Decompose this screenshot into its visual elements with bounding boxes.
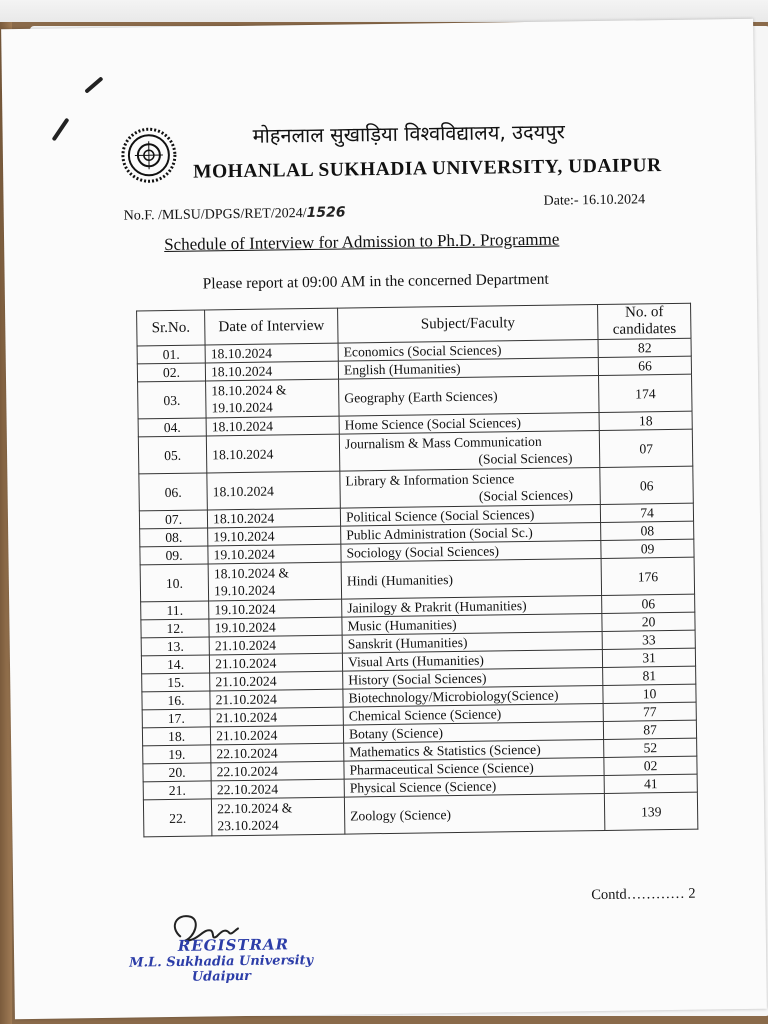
subject-faculty-line: (Social Sciences) bbox=[478, 450, 573, 467]
document-page bbox=[1, 19, 767, 1019]
cell-subject: Jainilogy & Prakrit (Humanities) bbox=[342, 595, 602, 617]
continued-note: Contd………… 2 bbox=[591, 885, 696, 904]
cell-count: 08 bbox=[601, 521, 694, 540]
cell-subject: Political Science (Social Sciences) bbox=[340, 504, 600, 526]
cell-date: 18.10.2024 bbox=[206, 416, 339, 436]
cell-subject: Pharmaceutical Science (Science) bbox=[344, 757, 604, 779]
cell-subject: History (Social Sciences) bbox=[343, 667, 603, 689]
cell-count: 20 bbox=[602, 612, 695, 631]
cell-sr: 05. bbox=[138, 436, 207, 474]
stamp-city: Udaipur bbox=[191, 968, 252, 985]
cell-subject: Biotechnology/Microbiology(Science) bbox=[343, 685, 603, 707]
cell-subject: English (Humanities) bbox=[338, 357, 598, 379]
cell-subject: Sociology (Social Sciences) bbox=[341, 540, 601, 562]
cell-sr: 07. bbox=[139, 510, 207, 529]
column-header-subject: Subject/Faculty bbox=[338, 304, 599, 343]
cell-count: 52 bbox=[604, 738, 697, 757]
stamp-title: REGISTRAR bbox=[177, 935, 290, 955]
interview-schedule-table bbox=[136, 303, 698, 838]
cell-sr: 12. bbox=[141, 619, 209, 638]
cell-sr: 19. bbox=[143, 745, 211, 764]
cell-date: 21.10.2024 bbox=[210, 671, 343, 691]
cell-count: 139 bbox=[605, 792, 698, 830]
cell-count: 176 bbox=[601, 557, 694, 595]
cell-date: 19.10.2024 bbox=[208, 526, 341, 546]
cell-sr: 06. bbox=[139, 473, 208, 511]
cell-count: 81 bbox=[603, 666, 696, 685]
reference-prefix: No.F. /MLSU/DPGS/RET/2024/ bbox=[123, 206, 307, 224]
cell-date: 21.10.2024 bbox=[211, 725, 344, 745]
column-header-count: No. of candidates bbox=[598, 303, 691, 339]
cell-subject: Mathematics & Statistics (Science) bbox=[344, 739, 604, 761]
subject-line: Library & Information Science bbox=[345, 471, 515, 489]
cell-subject: Economics (Social Sciences) bbox=[338, 339, 598, 361]
cell-count: 09 bbox=[601, 539, 694, 558]
cell-sr: 20. bbox=[143, 763, 211, 782]
background-top bbox=[0, 0, 768, 22]
cell-subject bbox=[340, 467, 601, 508]
cell-date: 22.10.2024 bbox=[211, 743, 344, 763]
reference-number bbox=[124, 205, 346, 225]
cell-subject: Public Administration (Social Sc.) bbox=[341, 522, 601, 544]
cell-count: 66 bbox=[599, 356, 692, 375]
cell-sr: 18. bbox=[142, 727, 210, 746]
cell-sr: 08. bbox=[140, 528, 208, 547]
cell-date: 18.10.2024 bbox=[206, 434, 339, 473]
cell-date: 22.10.2024 & 23.10.2024 bbox=[212, 797, 345, 836]
subject-faculty-line: (Social Sciences) bbox=[478, 487, 574, 504]
university-name-hindi: मोहनलाल सुखाड़िया विश्वविद्यालय, उदयपुर bbox=[252, 119, 565, 148]
cell-subject bbox=[339, 430, 600, 471]
cell-date: 18.10.2024 bbox=[205, 361, 338, 381]
report-note: Please report at 09:00 AM in the concerned Department bbox=[202, 270, 549, 293]
cell-count: 77 bbox=[603, 702, 696, 721]
cell-sr: 21. bbox=[143, 781, 211, 800]
cell-count: 06 bbox=[600, 466, 693, 504]
cell-count: 07 bbox=[600, 429, 693, 467]
cell-sr: 16. bbox=[142, 691, 210, 710]
cell-count: 33 bbox=[602, 630, 695, 649]
cell-count: 41 bbox=[604, 774, 697, 793]
cell-count: 74 bbox=[601, 503, 694, 522]
cell-subject: Chemical Science (Science) bbox=[343, 703, 603, 725]
cell-date: 22.10.2024 bbox=[211, 761, 344, 781]
cell-date: 19.10.2024 bbox=[209, 599, 342, 619]
reference-handwritten-number: 1526 bbox=[306, 204, 346, 222]
cell-subject: Music (Humanities) bbox=[342, 613, 602, 635]
cell-sr: 13. bbox=[141, 637, 209, 656]
cell-date: 19.10.2024 bbox=[208, 544, 341, 564]
cell-date: 19.10.2024 bbox=[209, 617, 342, 637]
university-name-english: MOHANLAL SUKHADIA UNIVERSITY, UDAIPUR bbox=[192, 155, 662, 183]
cell-sr: 22. bbox=[143, 799, 212, 837]
stamp-university: M.L. Sukhadia University bbox=[129, 953, 314, 971]
cell-subject: Sanskrit (Humanities) bbox=[342, 631, 602, 653]
cell-date: 18.10.2024 & 19.10.2024 bbox=[208, 562, 341, 601]
cell-count: 02 bbox=[604, 756, 697, 775]
document-date: Date:- 16.10.2024 bbox=[543, 192, 646, 209]
cell-date: 18.10.2024 & 19.10.2024 bbox=[206, 379, 339, 418]
column-header-date: Date of Interview bbox=[205, 308, 338, 345]
university-seal-icon bbox=[118, 125, 179, 186]
cell-sr: 04. bbox=[138, 418, 206, 437]
cell-count: 06 bbox=[602, 594, 695, 613]
cell-sr: 01. bbox=[137, 345, 205, 364]
subject-line: Journalism & Mass Communication bbox=[344, 433, 542, 452]
pen-mark bbox=[84, 76, 103, 93]
cell-date: 18.10.2024 bbox=[207, 508, 340, 528]
cell-sr: 15. bbox=[142, 673, 210, 692]
cell-sr: 14. bbox=[141, 655, 209, 674]
column-header-sr: Sr.No. bbox=[137, 310, 206, 346]
cell-date: 21.10.2024 bbox=[210, 653, 343, 673]
cell-subject: Physical Science (Science) bbox=[344, 775, 604, 797]
cell-count: 174 bbox=[599, 374, 692, 412]
cell-subject: Home Science (Social Sciences) bbox=[339, 412, 599, 434]
cell-subject: Geography (Earth Sciences) bbox=[339, 375, 600, 416]
cell-date: 18.10.2024 bbox=[205, 343, 338, 363]
cell-date: 21.10.2024 bbox=[210, 689, 343, 709]
cell-subject: Zoology (Science) bbox=[344, 793, 605, 834]
cell-sr: 17. bbox=[142, 709, 210, 728]
cell-count: 18 bbox=[599, 411, 692, 430]
cell-date: 22.10.2024 bbox=[211, 779, 344, 799]
cell-count: 87 bbox=[604, 720, 697, 739]
table-row bbox=[143, 792, 697, 837]
cell-date: 21.10.2024 bbox=[210, 707, 343, 727]
cell-date: 18.10.2024 bbox=[207, 471, 340, 510]
cell-subject: Botany (Science) bbox=[343, 721, 603, 743]
registrar-stamp bbox=[129, 935, 314, 986]
cell-subject: Visual Arts (Humanities) bbox=[342, 649, 602, 671]
cell-sr: 09. bbox=[140, 546, 208, 565]
document-heading: Schedule of Interview for Admission to Ph.D. Programme bbox=[164, 229, 560, 255]
cell-subject: Hindi (Humanities) bbox=[341, 558, 602, 599]
cell-date: 21.10.2024 bbox=[209, 635, 342, 655]
cell-count: 82 bbox=[598, 338, 691, 357]
pen-mark bbox=[52, 118, 70, 142]
cell-sr: 03. bbox=[138, 381, 207, 419]
cell-count: 10 bbox=[603, 684, 696, 703]
cell-sr: 11. bbox=[141, 601, 209, 620]
cell-count: 31 bbox=[603, 648, 696, 667]
cell-sr: 02. bbox=[137, 363, 205, 382]
cell-sr: 10. bbox=[140, 564, 209, 602]
